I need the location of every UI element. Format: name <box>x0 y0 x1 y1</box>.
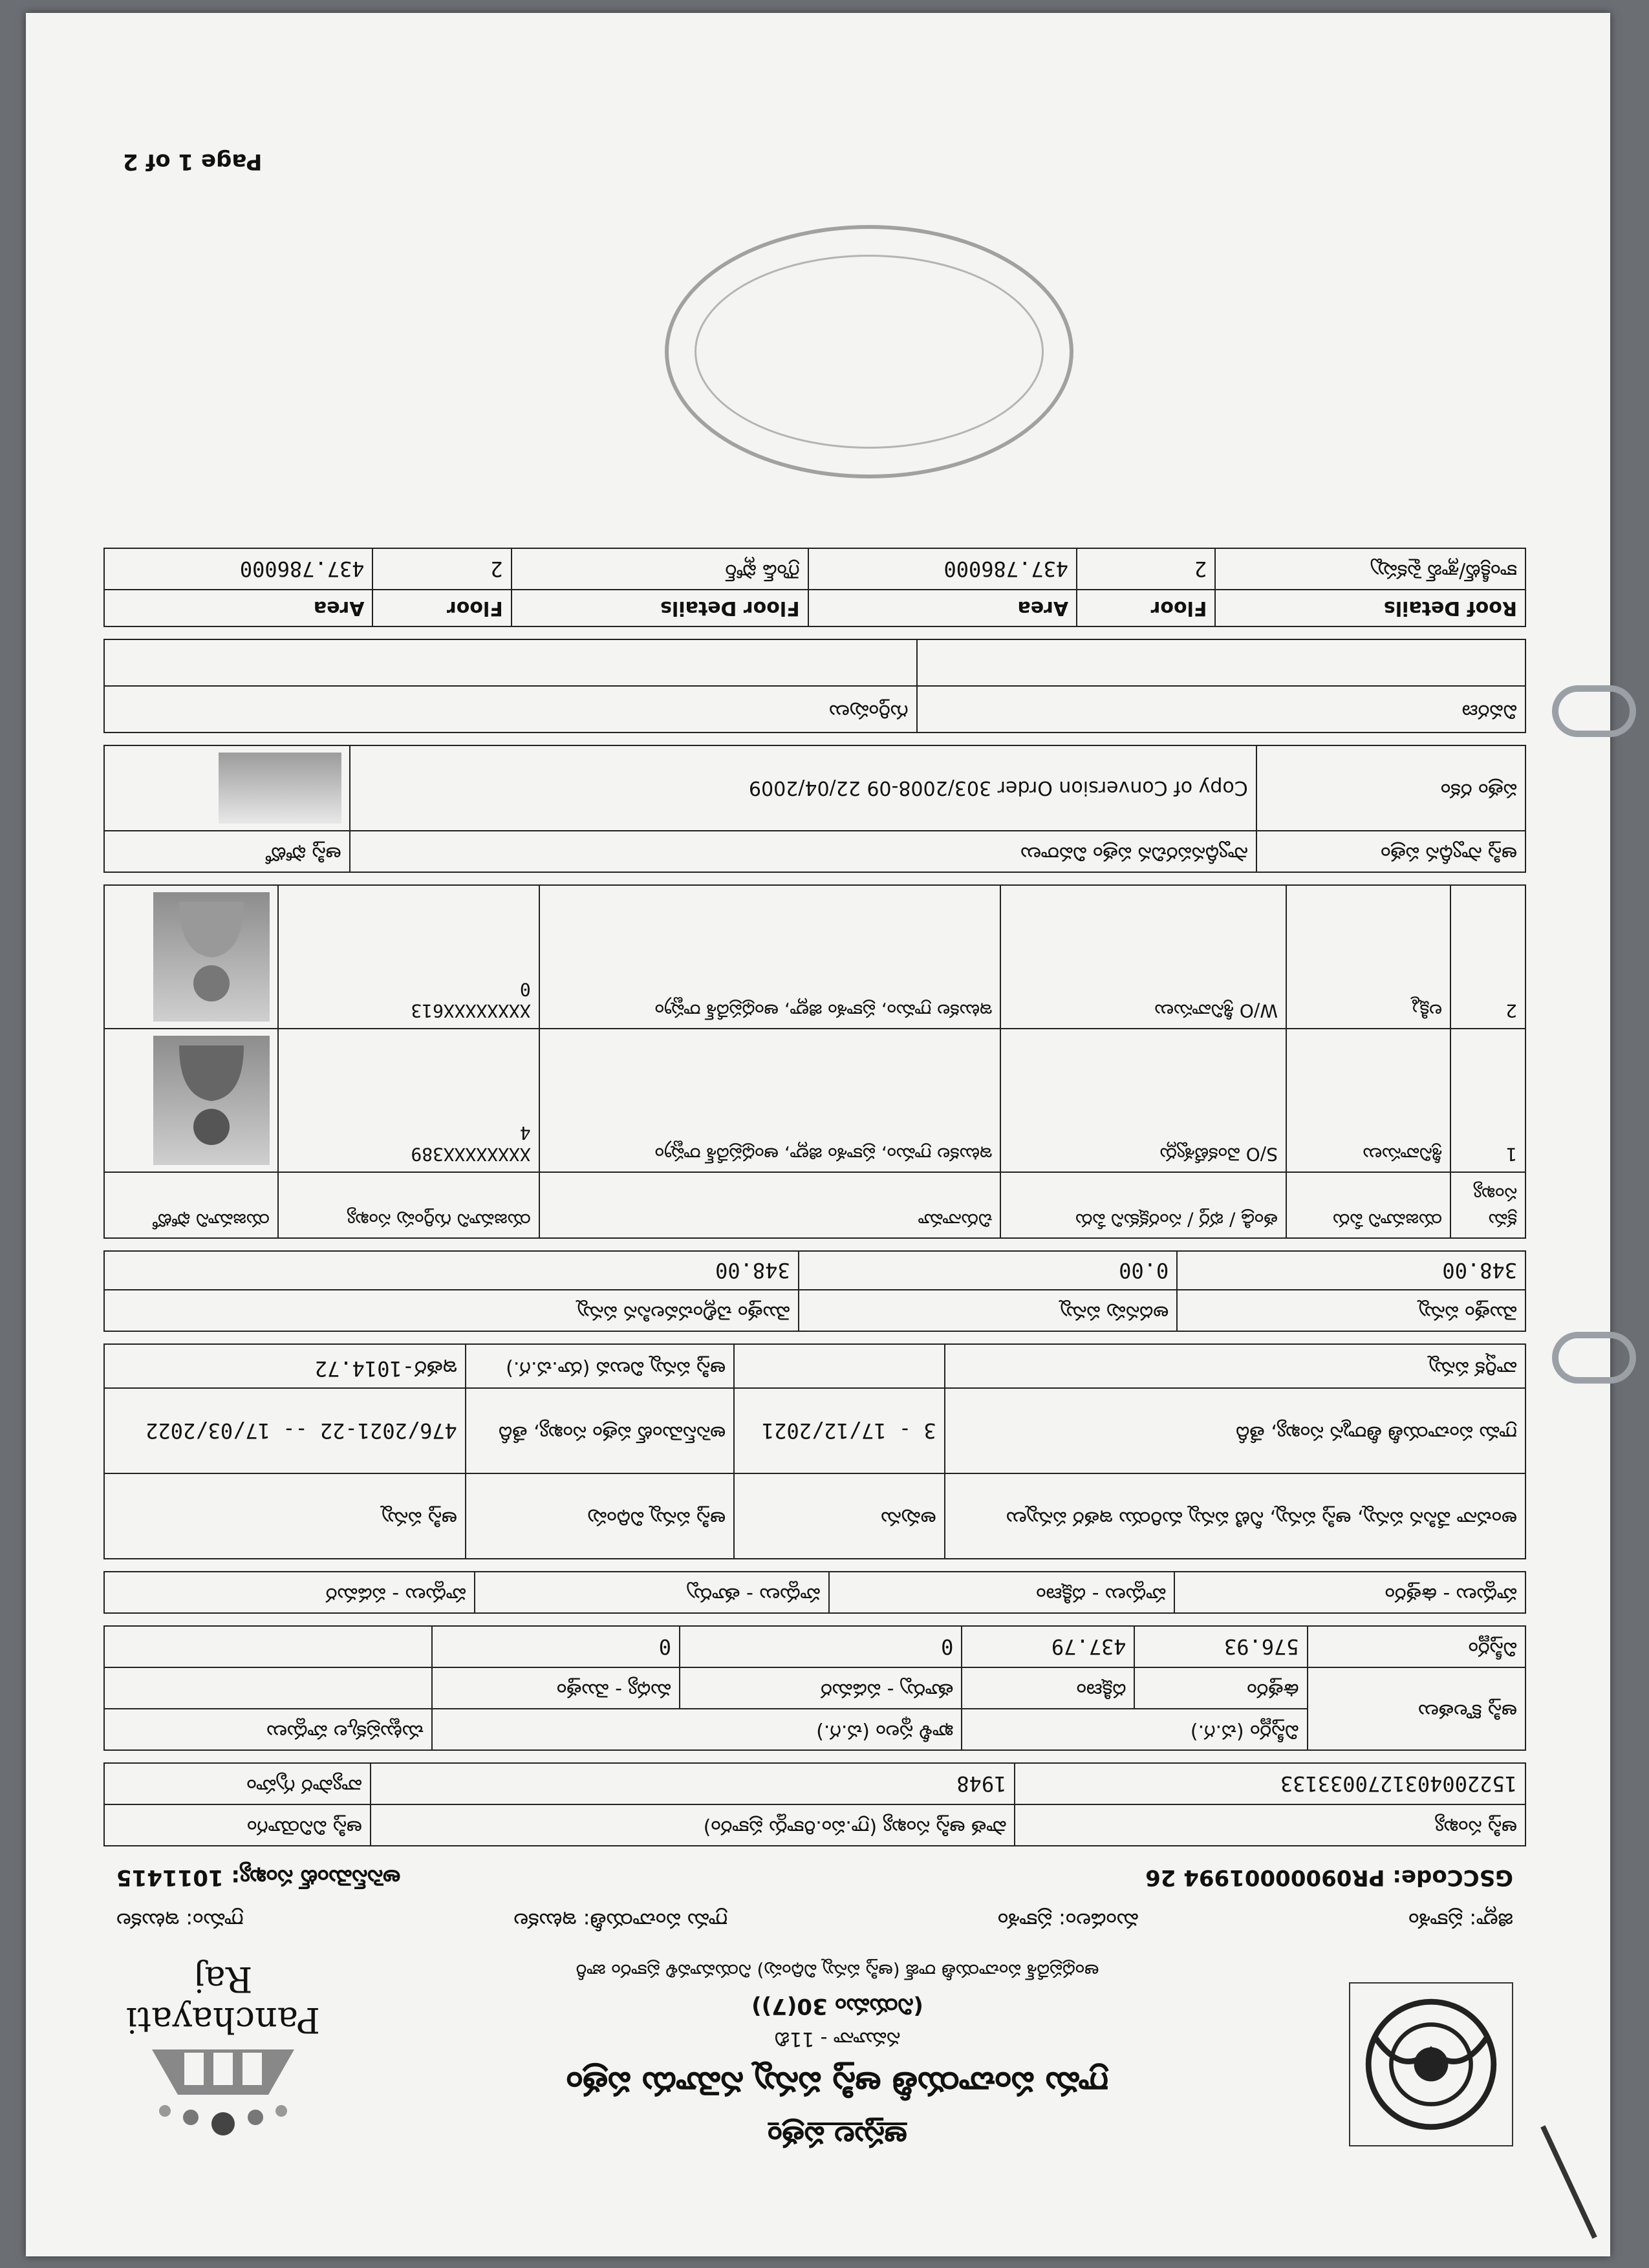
mandal-label: మండలం: <box>1059 1909 1139 1933</box>
boundaries-table <box>103 1571 1526 1614</box>
tax-row1-value: ఆస్తి పన్ను <box>104 1473 466 1559</box>
panchayat-value: ఇటుకల <box>513 1909 577 1933</box>
owner-address: ఇటుకల గ్రామం, ప్రకాశం జిల్లా, ఆంధ్రప్రదేశ్ రాష్ట్రం <box>539 885 1001 1029</box>
assessment-doc-value: 476/2021-22 -- 17/03/2022 <box>104 1388 466 1473</box>
district-label: జిల్లా: <box>1469 1909 1513 1933</box>
description-line: ఆంధ్రప్రదేశ్ పంచాయతీ రాజ్ (ఆస్తి పన్ను విధింపు) నియమావళి ప్రకారం జారీ <box>576 1960 1099 1982</box>
panchayat <box>513 1903 727 1933</box>
floor-value: గ్రౌండ్ ఫ్లోర్ <box>512 548 808 590</box>
floor-floor: 2 <box>372 548 511 590</box>
floor-details-header: Floor Details <box>512 590 808 626</box>
district-value: ప్రకాశం <box>1408 1909 1463 1933</box>
form-number: నమూనా - 11బి <box>774 2027 901 2050</box>
title-block <box>343 1956 1332 2153</box>
floors-table <box>103 548 1526 627</box>
resolution-value: 3 - 17/12/2021 <box>734 1388 945 1473</box>
panchayati-raj-icon <box>139 2043 307 2140</box>
binder-ring <box>1552 1332 1636 1384</box>
site-value: 576.93 <box>1134 1626 1307 1667</box>
owner-photo-icon <box>153 1036 270 1165</box>
owner-header: క్రమ సంఖ్య <box>1450 1172 1525 1238</box>
property-photo-icon <box>219 753 341 824</box>
certificate-header <box>103 1946 1526 2159</box>
owner-name: శ్రీనివాసులు <box>1286 1029 1450 1172</box>
assessment-number: అసెస్‌మెంట్ సంఖ్య: 1011415 <box>116 1865 401 1890</box>
dimension-col: మధ్య - మొత్తం <box>432 1667 680 1709</box>
total-value: 348.00 <box>1177 1251 1525 1290</box>
owner-count: 0 <box>519 979 531 1000</box>
area-header: Area <box>808 590 1077 626</box>
panchayati-raj-logo <box>116 1959 330 2140</box>
roof-value: కాంక్రీట్/శ్లాబ్ పైకప్పు <box>1215 548 1525 590</box>
boundary-label: చుట్టుప్రక్కల హద్దులు <box>104 1709 432 1750</box>
dimension-col: ఉత్తరం <box>1134 1667 1307 1709</box>
tax-row2-label: గ్రామ పంచాయతీ తీర్మాన సంఖ్య, తేదీ <box>945 1388 1525 1473</box>
owner-photo-icon <box>153 892 270 1022</box>
document-type-value: Copy of Conversion Order 303/2008-09 22/04/2009 <box>350 745 1256 831</box>
dimension-col: దక్షిణం <box>962 1667 1134 1709</box>
roof-floor: 2 <box>1077 548 1215 590</box>
tax-row1-value: అవును <box>734 1473 945 1559</box>
owner-header: యజమాని ఫోటో <box>104 1172 278 1238</box>
owner-id-value: XXXXXXXX613 <box>411 1000 531 1022</box>
site-label: విస్తీర్ణం <box>1308 1626 1525 1667</box>
floor-header: Floor <box>372 590 511 626</box>
tax-row3-value: ఇతర-1014.72 <box>104 1344 466 1388</box>
owner-name: లక్ష్మి <box>1286 885 1450 1029</box>
assessment-doc-label: అసెస్‌మెంట్ పత్రం సంఖ్య, తేదీ <box>466 1388 734 1473</box>
owner-address: ఇటుకల గ్రామం, ప్రకాశం జిల్లా, ఆంధ్రప్రదేశ్ రాష్ట్రం <box>539 1029 1001 1172</box>
district <box>1408 1903 1513 1933</box>
property-photo-label: ఆస్తి ఫోటో <box>104 831 350 872</box>
property-type-value: వ్యాపార గృహం <box>104 1763 371 1804</box>
boundary-south: హద్దులు - దక్షిణం <box>829 1572 1175 1613</box>
documents-table <box>103 745 1526 873</box>
document-row-label: ఆస్తి స్వాధీన పత్రం <box>1256 831 1525 872</box>
document-type-label: పత్రం రకం <box>1256 745 1525 831</box>
area-label: విస్తీర్ణం (చ.గ.) <box>962 1709 1307 1750</box>
owner-header: యజమాని పేరు <box>1286 1172 1450 1238</box>
official-seal-icon <box>665 225 1073 478</box>
binder-ring <box>1552 685 1636 737</box>
village <box>116 1903 244 1933</box>
property-type-label: ఆస్తి వినియోగం <box>104 1804 371 1846</box>
table-row <box>104 885 1525 1029</box>
mandal <box>998 1903 1139 1933</box>
panchayat-label: గ్రామ పంచాయతీ: <box>583 1909 728 1933</box>
remarks-label: గుర్తింపులు <box>104 686 917 733</box>
property-id-value: 1522004031270033133 <box>1015 1763 1525 1804</box>
total-label: అదనపు పన్ను <box>799 1290 1178 1331</box>
document-value-label: స్వాధీనపరచిన పత్రం వివరాలు <box>350 831 1256 872</box>
pen-mark <box>1540 2125 1597 2239</box>
owner-id <box>278 885 539 1029</box>
certificate-subtitle: గ్రామ పంచాయతీ ఆస్తి పన్ను నమోదు పత్రం <box>566 2065 1109 2102</box>
tax-row1-label: అంచనా వేసిన పన్ను, ఆస్తి పన్ను, నీటి పన్ను మరియు ఇతర పన్నులు <box>945 1473 1525 1559</box>
tax-info-table <box>103 1343 1526 1559</box>
owner-header: యజమాని గుర్తింపు సంఖ్య <box>278 1172 539 1238</box>
scanned-page <box>26 13 1610 2256</box>
property-id-table <box>103 1762 1526 1846</box>
page-number: Page 1 of 2 <box>123 149 263 175</box>
roof-area: 437.786000 <box>808 548 1077 590</box>
boundary-west: హద్దులు - పడమర <box>104 1572 475 1613</box>
gsc-code: GSCCode: PR09000001994 26 <box>1145 1865 1513 1890</box>
property-id-label: ఆస్తి సంఖ్య <box>1015 1804 1525 1846</box>
owner-photo-cell <box>104 885 278 1029</box>
floor-header: Floor <box>1077 590 1215 626</box>
certificate-sheet <box>103 136 1526 2159</box>
site-value: 437.79 <box>962 1626 1134 1667</box>
dimensions-table <box>103 1625 1526 1751</box>
remarks-table <box>103 639 1526 733</box>
table-row <box>104 548 1525 590</box>
owner-id <box>278 1029 539 1172</box>
total-value: 348.00 <box>104 1251 799 1290</box>
dimension-col: తూర్పు - పడమర <box>680 1667 962 1709</box>
panchayati-raj-label: Panchayati Raj <box>126 1959 320 2040</box>
site-value: 0 <box>680 1626 962 1667</box>
old-id-value: 1948 <box>371 1763 1015 1804</box>
village-label: గ్రామం: <box>186 1909 244 1933</box>
state-emblem-icon <box>1349 1982 1513 2146</box>
village-value: ఇటుకల <box>116 1909 180 1933</box>
owner-photo-cell <box>104 1029 278 1172</box>
tax-row1-value: ఆస్తి పన్ను విధింపు <box>466 1473 734 1559</box>
owners-table <box>103 884 1526 1239</box>
totals-table <box>103 1250 1526 1332</box>
area-header: Area <box>104 590 372 626</box>
total-label: మొత్తం పన్ను <box>1177 1290 1525 1331</box>
table-row <box>104 1029 1525 1172</box>
tax-row3-value-label: ఆస్తి పన్ను విలువ (రూ.చ.గ.) <box>466 1344 734 1388</box>
vacant-area-label: ఖాళీ స్థలం (చ.గ.) <box>432 1709 962 1750</box>
code-row <box>103 1846 1526 1897</box>
owner-relation: W/O శ్రీనివాసులు <box>1000 885 1286 1029</box>
property-photo-cell <box>104 745 350 831</box>
floor-area: 437.786000 <box>104 548 372 590</box>
owner-id-value: XXXXXXXX389 <box>411 1144 531 1165</box>
mandal-value: ప్రకాశం <box>997 1909 1052 1933</box>
owner-relation: S/O వెంకటేశ్వర్లు <box>1000 1029 1286 1172</box>
owner-sl: 2 <box>1450 885 1525 1029</box>
total-label: మొత్తం చెల్లించవలసిన పన్ను <box>104 1290 799 1331</box>
location-row <box>103 1897 1526 1946</box>
owner-sl: 1 <box>1450 1029 1525 1172</box>
boundary-north: హద్దులు - ఉత్తరం <box>1174 1572 1525 1613</box>
rule-reference: (నియమం 30(7)) <box>751 1993 923 2019</box>
roof-details-header: Roof Details <box>1215 590 1525 626</box>
dimensions-label: ఆస్తి కొలతలు <box>1308 1667 1525 1750</box>
total-value: 0.00 <box>799 1251 1178 1290</box>
owner-header: తండ్రి / భర్త / సంరక్షకుని పేరు <box>1000 1172 1286 1238</box>
tax-row3-label: వార్షిక పన్ను <box>945 1344 1525 1388</box>
old-id-label: పాత ఆస్తి సంఖ్య (గ్రా.పం.రికార్డు ప్రకారం) <box>371 1804 1015 1846</box>
owner-count: 4 <box>519 1122 531 1144</box>
certificate-title: ఆస్తుల పత్రం <box>768 2120 907 2153</box>
site-value: 0 <box>432 1626 680 1667</box>
owner-header: చిరునామా <box>539 1172 1001 1238</box>
remarks-label: వివరణ <box>917 686 1525 733</box>
boundary-east: హద్దులు - తూర్పు <box>475 1572 829 1613</box>
